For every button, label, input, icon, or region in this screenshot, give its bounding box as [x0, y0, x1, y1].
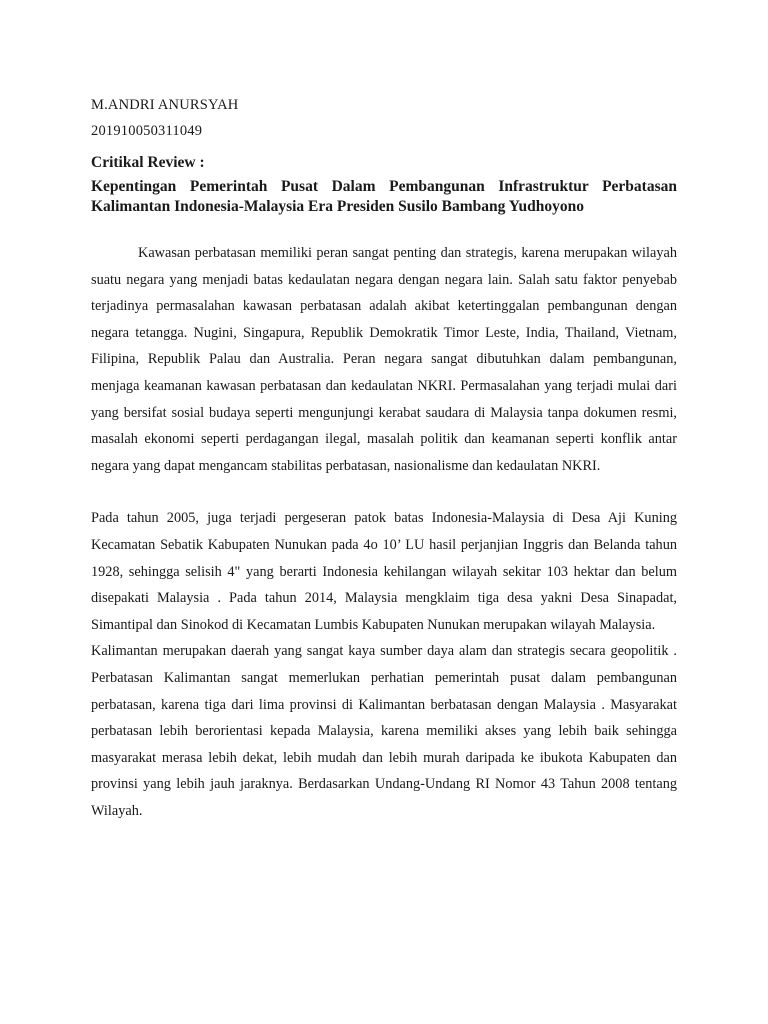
paragraph-1: Kawasan perbatasan memiliki peran sangat penting dan strategis, karena merupakan wilayah suatu negara yang menjadi batas kedaulatan negara dengan negara lain. Salah satu faktor penyebab terjadinya permasalahan kawasan perbatasan adalah akibat ketertinggalan pembangunan dengan negara tetangga. Nugini, Singapura, Republik Demokratik Timor Leste, India, Thailand, Vietnam, Filipina, Republik Palau dan Australia. Peran negara sangat dibutuhkan dalam pembangunan, menjaga keamanan kawasan perbatasan dan kedaulatan NKRI. Permasalahan yang terjadi mulai dari yang bersifat sosial budaya seperti mengunjungi kerabat saudara di Malaysia tanpa dokumen resmi, masalah ekonomi seperti perdagangan ilegal, masalah politik dan keamanan seperti konflik antar negara yang dapat mengancam stabilitas perbatasan, nasionalisme dan kedaulatan NKRI. [91, 245, 677, 474]
document-title: Kepentingan Pemerintah Pusat Dalam Pembangunan Infrastruktur Perbatasan Kalimantan Indonesia-Malaysia Era Presiden Susilo Bambang Yudhoyono [91, 178, 677, 215]
paragraph-2: Pada tahun 2005, juga terjadi pergeseran patok batas Indonesia-Malaysia di Desa Aji Kuning Kecamatan Sebatik Kabupaten Nunukan pada 4o 10’ LU hasil perjanjian Inggris dan Belanda tahun 1928, sehingga selisih 4" yang berarti Indonesia kehilangan wilayah sekitar 103 hektar dan belum disepakati Malaysia . Pada tahun 2014, Malaysia mengklaim tiga desa yakni Desa Sinapadat, Simantipal dan Sinokod di Kecamatan Lumbis Kabupaten Nunukan merupakan wilayah Malaysia. [91, 510, 677, 633]
author-name: M.ANDRI ANURSYAH [91, 97, 239, 113]
paragraph-3: Kalimantan merupakan daerah yang sangat kaya sumber daya alam dan strategis secara geopolitik . Perbatasan Kalimantan sangat memerlukan perhatian pemerintah pusat dalam pembangunan perbatasan, karena tiga dari lima provinsi di Kalimantan berbatasan dengan Malaysia . Masyarakat perbatasan lebih berorientasi kepada Malaysia, karena memiliki akses yang lebih baik sehingga masyarakat merasa lebih dekat, lebih mudah dan lebih murah daripada ke ibukota Kabupaten dan provinsi yang lebih jauh jaraknya. Berdasarkan Undang-Undang RI Nomor 43 Tahun 2008 tentang Wilayah. [91, 643, 677, 819]
student-id: 201910050311049 [91, 123, 203, 139]
review-label: Critikal Review : [91, 154, 205, 171]
